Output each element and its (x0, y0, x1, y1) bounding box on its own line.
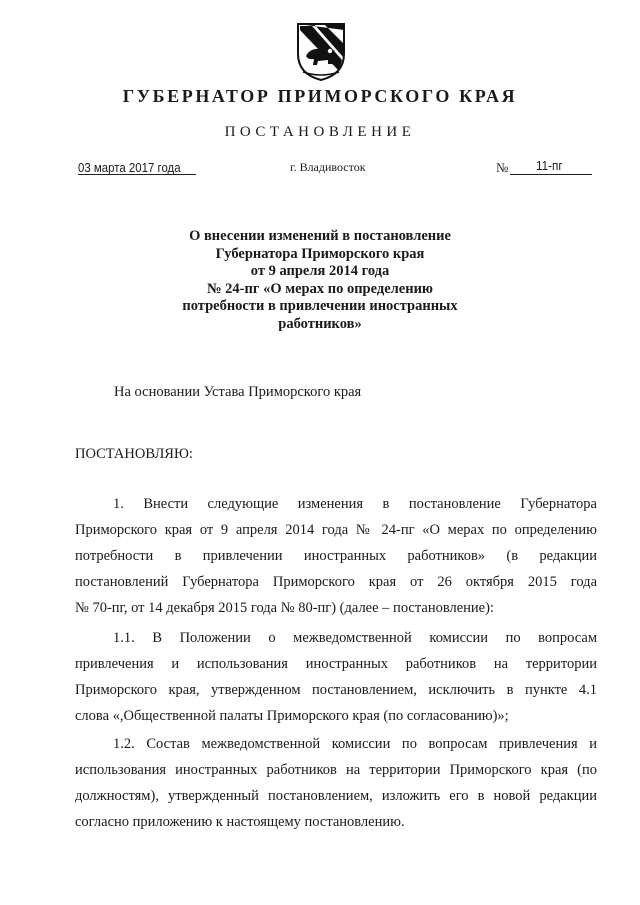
clause-line: № 70-пг, от 14 декабря 2015 года № 80-пг) (далее – постановление): (75, 600, 494, 616)
clause-line: потребности в привлечении иностранных работников» (в редакции (75, 548, 597, 564)
number-label: № (496, 160, 509, 175)
clause-line: 1.1. В Положении о межведомственной комиссии по вопросам (113, 630, 597, 646)
basis-statement: На основании Устава Приморского края (114, 384, 362, 400)
clause-line: постановлений Губернатора Приморского края от 26 октября 2015 года (75, 574, 597, 590)
clause-line: согласно приложению к настоящему постановлению. (75, 814, 405, 830)
governor-title: ГУБЕРНАТОР ПРИМОРСКОГО КРАЯ (122, 86, 518, 106)
clause-line: использования иностранных работников на территории Приморского края (по (75, 762, 597, 778)
clause-line: Приморского края от 9 апреля 2014 года № 24-пг «О мерах по определению (75, 522, 597, 538)
subject-line: О внесении изменений в постановление (189, 228, 451, 244)
document-number: 11-пг (536, 158, 563, 173)
clause-line: Приморского края, утвержденном постановлением, исключить в пункте 4.1 (75, 682, 597, 698)
document-type: ПОСТАНОВЛЕНИЕ (224, 124, 416, 140)
clause-1-1 (75, 625, 597, 729)
subject-line: Губернатора Приморского края (215, 245, 425, 262)
clause-line: 1. Внести следующие изменения в постановление Губернатора (113, 496, 597, 512)
clause-line: 1.2. Состав межведомственной комиссии по вопросам привлечения и (113, 736, 597, 752)
clause-line: привлечения и использования иностранных работников на территории (75, 656, 597, 672)
date-underline (78, 174, 196, 175)
subject-line: работников» (278, 315, 362, 332)
clause-line: должностям), утвержденный постановлением, изложить его в новой редакции (75, 788, 597, 804)
number-underline (510, 174, 592, 175)
clause-line: слова «,Общественной палаты Приморского края (по согласованию)»; (75, 708, 509, 724)
decree-heading: ПОСТАНОВЛЯЮ: (75, 446, 193, 462)
clause-1 (75, 491, 597, 621)
subject-line: от 9 апреля 2014 года (250, 263, 390, 279)
clause-1-2 (75, 731, 597, 835)
coat-of-arms-icon (290, 18, 352, 82)
document-subject (150, 228, 490, 333)
subject-line: № 24-пг «О мерах по определению (206, 280, 434, 297)
document-city: г. Владивосток (290, 160, 366, 174)
subject-line: потребности в привлечении иностранных (182, 298, 458, 314)
document-date: 03 марта 2017 года (78, 160, 181, 175)
